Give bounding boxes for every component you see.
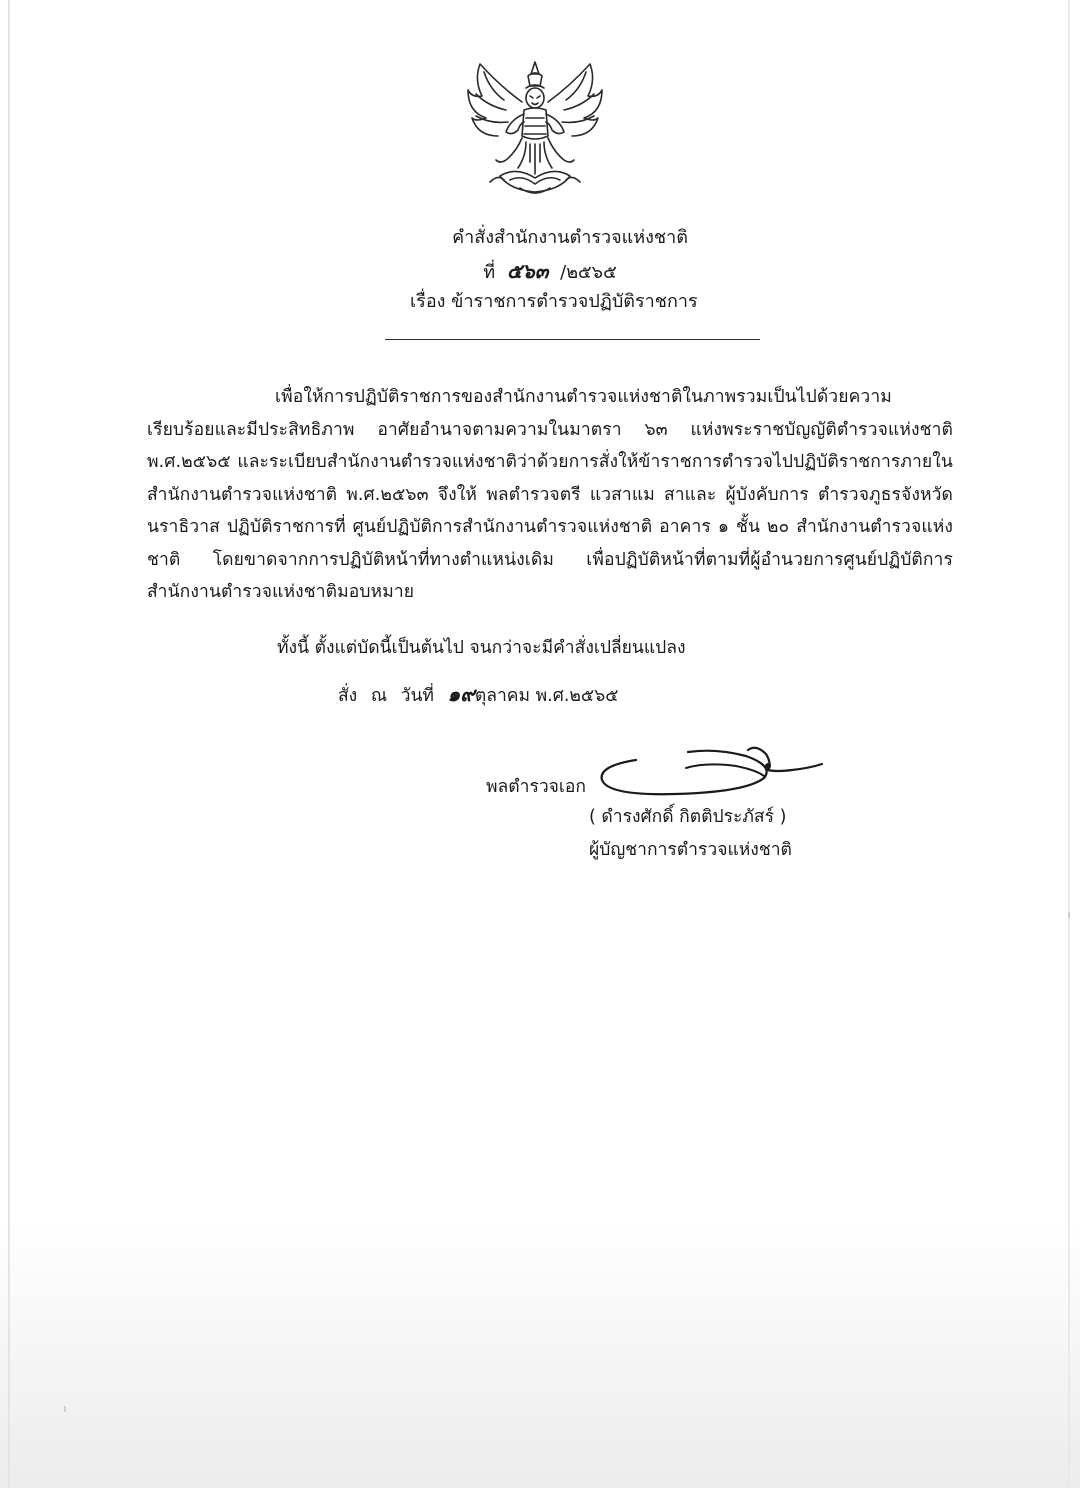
signatory-title: ผู้บัญชาการตำรวจแห่งชาติ: [589, 840, 792, 860]
signatory-name: ( ดำรงศักดิ์ กิตติประภัสร์ ): [589, 807, 787, 827]
garuda-emblem-icon: [460, 56, 610, 201]
order-body-paragraph: [147, 381, 953, 609]
subject-line: เรื่อง ข้าราชการตำรวจปฏิบัติราชการ: [410, 291, 698, 312]
page-edge-right: [1068, 0, 1070, 1488]
handwritten-signature: [596, 740, 826, 800]
dated-prefix: สั่ง: [338, 686, 358, 706]
dated-day-handwritten: ๑๙: [447, 682, 475, 706]
order-number-line: [300, 258, 800, 286]
scan-speck: [1068, 912, 1070, 918]
order-body-text: เพื่อให้การปฏิบัติราชการของสำนักงานตำรวจแห่งชาติในภาพรวมเป็นไปด้วยความเรียบร้อยและมีประสิทธิภาพ อาศัยอำนาจตามความในมาตรา ๖๓ แห่งพระราชบัญญัติตำรวจแห่งชาติ พ.ศ.๒๕๖๕ และระเบียบสำนักงานตำรวจแห่งชาติว่าด้วยการสั่งให้ข้าราชการตำรวจไปปฏิบัติราชการภายในสำนักงานตำรวจแห่งชาติ พ.ศ.๒๕๖๓ จึงให้ พลตำรวจตรี แวสาแม สาและ ผู้บังคับการ ตำรวจภูธรจังหวัดนราธิวาส ปฏิบัติราชการที่ ศูนย์ปฏิบัติการสำนักงานตำรวจแห่งชาติ อาคาร ๑ ชั้น ๒๐ สำนักงานตำรวจแห่งชาติ โดยขาดจากการปฏิบัติหน้าที่ทางตำแหน่งเดิม เพื่อปฏิบัติหน้าที่ตามที่ผู้อำนวยการศูนย์ปฏิบัติการสำนักงานตำรวจแห่งชาติมอบหมาย: [147, 387, 953, 602]
order-number-prefix: ที่: [483, 262, 496, 283]
order-year: /๒๕๖๕: [560, 262, 617, 283]
order-number-handwritten: ๕๖๓: [506, 259, 549, 283]
dated-month-year: ตุลาคม พ.ศ.๒๕๖๕: [474, 686, 619, 706]
scan-speck: [64, 1406, 66, 1412]
dated-at: ณ: [370, 686, 388, 706]
header-divider: [385, 339, 760, 340]
dated-line: [338, 680, 619, 710]
dated-day-label: วันที่: [400, 686, 434, 706]
signatory-rank: พลตำรวจเอก: [486, 777, 587, 797]
closing-statement: ทั้งนี้ ตั้งแต่บัดนี้เป็นต้นไป จนกว่าจะมีคำสั่งเปลี่ยนแปลง: [277, 638, 686, 658]
issuer-title: คำสั่งสำนักงานตำรวจแห่งชาติ: [452, 227, 688, 248]
page-edge-left: [8, 0, 10, 1488]
